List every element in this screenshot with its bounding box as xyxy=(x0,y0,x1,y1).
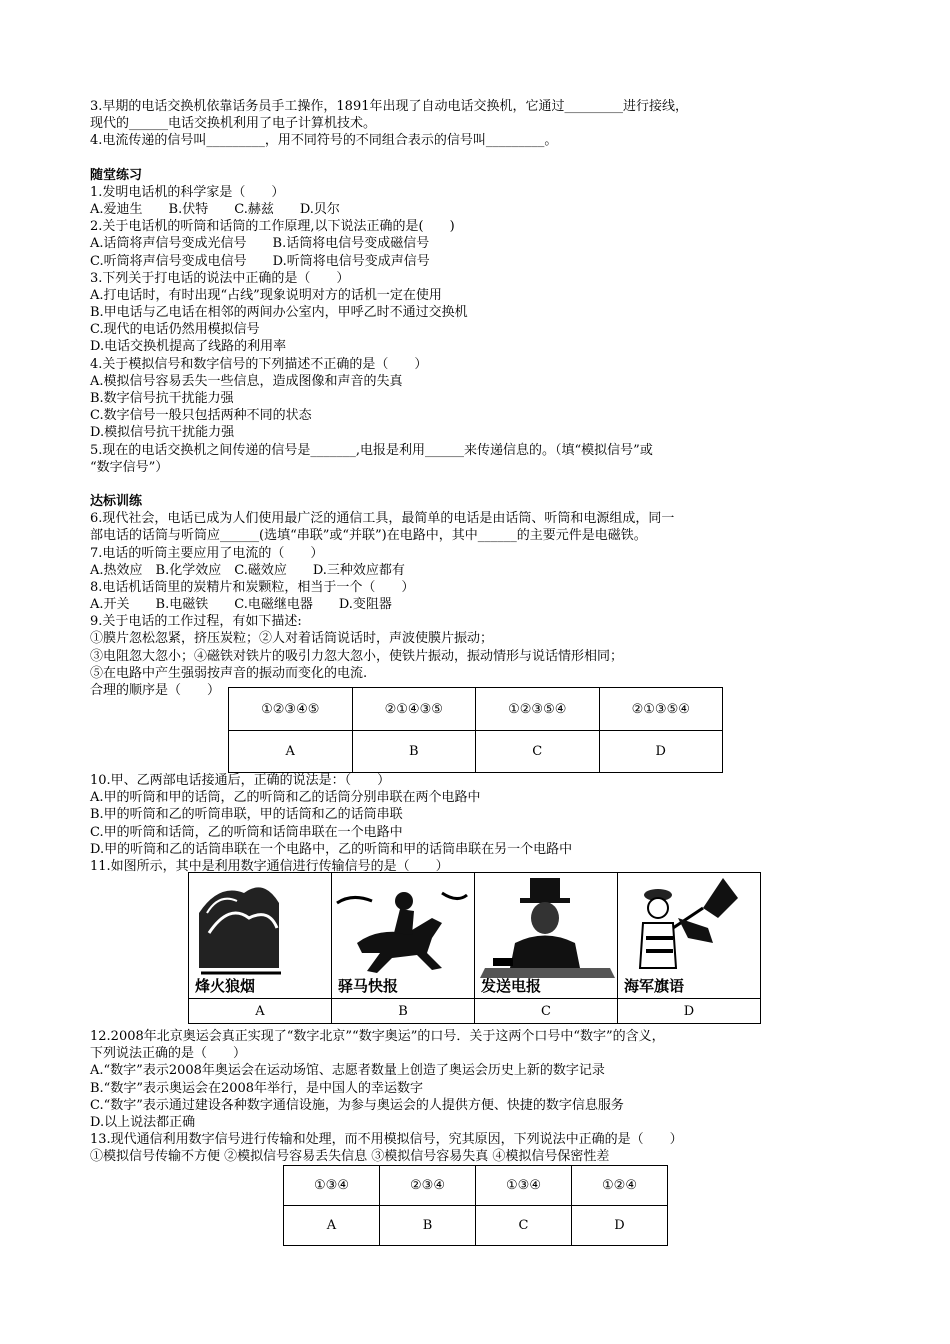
text-line: A.“数字”表示2008年奥运会在运动场馆、志愿者数量上创造了奥运会历史上新的数字记录 xyxy=(90,1063,605,1079)
q9-option-d: ②①③⑤④ xyxy=(599,688,723,731)
q11-picture-table xyxy=(188,872,761,1024)
text-line: B.“数字”表示奥运会在2008年举行，是中国人的幸运数字 xyxy=(90,1080,424,1096)
q9-letter-a: A xyxy=(229,731,353,773)
text-line: A.模拟信号容易丢失一些信息，造成图像和声音的失真 xyxy=(90,373,403,389)
q11-letter-b: B xyxy=(332,999,475,1024)
q13-option-b: ②③④ xyxy=(380,1166,476,1206)
q9-letter-b: B xyxy=(352,731,476,773)
q11-letter-d: D xyxy=(618,999,761,1024)
text-line: C.现代的电话仍然用模拟信号 xyxy=(90,322,260,338)
q11-letter-a: A xyxy=(189,999,332,1024)
q13-letter-b: B xyxy=(380,1206,476,1246)
q13-options-table xyxy=(283,1165,668,1246)
text-line: C.“数字”表示通过建设各种数字通信设施，为参与奥运会的人提供方便、快捷的数字信息服务 xyxy=(90,1097,624,1113)
q9-option-a: ①②③④⑤ xyxy=(229,688,353,731)
caption-naval-flag: 海军旗语 xyxy=(624,977,685,995)
text-line: 10.甲、乙两部电话接通后，正确的说法是：（ ） xyxy=(90,773,391,788)
text-line: B.数字信号抗干扰能力强 xyxy=(90,391,234,407)
practice-questions xyxy=(90,184,870,476)
text-line: A.开关 B.电磁铁 C.电磁继电器 D.变阻器 xyxy=(90,597,392,613)
text-line: C.甲的听筒和话筒，乙的听筒和话筒串联在一个电路中 xyxy=(90,824,403,840)
text-line: 4.关于模拟信号和数字信号的下列描述不正确的是（ ） xyxy=(90,356,428,372)
training-questions-12-13 xyxy=(90,1028,870,1166)
section-title-training: 达标训练 xyxy=(90,493,143,509)
training-questions-6-9 xyxy=(90,510,870,699)
telegraph-picture xyxy=(475,873,617,998)
naval-flag-picture xyxy=(618,873,760,998)
beacon-fire-picture xyxy=(189,873,331,998)
text-line: A.话筒将声信号变成光信号 B.话筒将电信号变成磁信号 xyxy=(90,236,430,252)
text-line: 2.关于电话机的听筒和话筒的工作原理,以下说法正确的是( ) xyxy=(90,219,455,235)
q9-options-table xyxy=(228,687,723,773)
text-line: “数字信号”） xyxy=(90,459,169,475)
q13-option-d: ①②④ xyxy=(572,1166,668,1206)
text-line: A.爱迪生 B.伏特 C.赫兹 D.贝尔 xyxy=(90,201,340,217)
q13-letter-c: C xyxy=(476,1206,572,1246)
text-line: 1.发明电话机的科学家是（ ） xyxy=(90,184,285,200)
q13-letter-a: A xyxy=(284,1206,380,1246)
q13-option-a: ①③④ xyxy=(284,1166,380,1206)
q9-option-c: ①②③⑤④ xyxy=(476,688,600,731)
text-line: ①模拟信号传输不方便 ②模拟信号容易丢失信息 ③模拟信号容易失真 ④模拟信号保密性差 xyxy=(90,1149,610,1165)
text-line: ⑤在电路中产生强弱按声音的振动而变化的电流. xyxy=(90,665,368,681)
text-line: D.甲的听筒和乙的话筒串联在一个电路中，乙的听筒和甲的话筒串联在另一个电路中 xyxy=(90,841,573,857)
worksheet xyxy=(90,98,870,699)
text-line: 现代的______电话交换机利用了电子计算机技术。 xyxy=(90,116,377,132)
text-line: 3.早期的电话交换机依靠话务员手工操作，1891年出现了自动电话交换机，它通过_________进行接线， xyxy=(90,99,688,114)
text-line: D.模拟信号抗干扰能力强 xyxy=(90,425,235,441)
text-line: C.听筒将声信号变成电信号 D.听筒将电信号变成声信号 xyxy=(90,253,430,269)
section-title-practice: 随堂练习 xyxy=(90,167,143,183)
q9-option-b: ②①④③⑤ xyxy=(352,688,476,731)
caption-beacon: 烽火狼烟 xyxy=(195,977,256,995)
q13-option-c: ①③④ xyxy=(476,1166,572,1206)
training-questions-10-11 xyxy=(90,772,870,875)
text-line: ①膜片忽松忽紧，挤压炭粒；②人对着话筒说话时，声波使膜片振动； xyxy=(90,631,494,647)
text-line: B.甲的听筒和乙的听筒串联，甲的话筒和乙的话筒串联 xyxy=(90,807,403,823)
caption-horse-courier: 驿马快报 xyxy=(338,977,399,995)
text-line: 13.现代通信利用数字信号进行传输和处理，而不用模拟信号，究其原因，下列说法中正确的是（ ） xyxy=(90,1132,683,1148)
text-line: 部电话的话筒与听筒应______(选填“串联”或“并联”)在电路中，其中______的主要元件是电磁铁。 xyxy=(90,528,647,544)
text-line: 9.关于电话的工作过程，有如下描述: xyxy=(90,614,302,630)
text-line: C.数字信号一般只包括两种不同的状态 xyxy=(90,408,312,424)
text-line: 12.2008年北京奥运会真正实现了“数字北京”“数字奥运”的口号．关于这两个口号中“数字”的含义， xyxy=(90,1029,665,1044)
text-line: 下列说法正确的是（ ） xyxy=(90,1046,247,1062)
text-line: 8.电话机话筒里的炭精片和炭颗粒，相当于一个（ ） xyxy=(90,579,415,595)
text-line: 4.电流传递的信号叫_________，用不同符号的不同组合表示的信号叫_________。 xyxy=(90,133,558,149)
text-line: A.打电话时，有时出现“占线”现象说明对方的话机一定在使用 xyxy=(90,287,442,303)
q9-letter-c: C xyxy=(476,731,600,773)
q13-letter-d: D xyxy=(572,1206,668,1246)
text-line: 6.现代社会，电话已成为人们使用最广泛的通信工具，最简单的电话是由话筒、听筒和电源组成，同一 xyxy=(90,511,675,527)
text-line: D.电话交换机提高了线路的利用率 xyxy=(90,339,287,355)
horse-courier-picture xyxy=(332,873,474,998)
text-line: ③电阻忽大忽小；④磁铁对铁片的吸引力忽大忽小，使铁片振动，振动情形与说话情形相同； xyxy=(90,648,624,664)
text-line: A.甲的听筒和甲的话筒，乙的听筒和乙的话筒分别串联在两个电路中 xyxy=(90,790,481,806)
q11-letter-c: C xyxy=(475,999,618,1024)
text-line: 11.如图所示，其中是利用数字通信进行传输信号的是（ ） xyxy=(90,858,449,874)
q9-letter-d: D xyxy=(599,731,723,773)
text-line: 3.下列关于打电话的说法中正确的是（ ） xyxy=(90,270,350,286)
text-line: B.甲电话与乙电话在相邻的两间办公室内，甲呼乙时不通过交换机 xyxy=(90,305,468,321)
caption-telegraph: 发送电报 xyxy=(481,977,542,995)
text-line: A.热效应 B.化学效应 C.磁效应 D.三种效应都有 xyxy=(90,562,405,578)
text-line: 合理的顺序是（ ） xyxy=(90,683,221,699)
intro-questions xyxy=(90,98,870,150)
text-line: D.以上说法都正确 xyxy=(90,1114,196,1130)
text-line: 7.电话的听筒主要应用了电流的（ ） xyxy=(90,545,324,561)
text-line: 5.现在的电话交换机之间传递的信号是_______,电报是利用______来传递信息的。（填“模拟信号”或 xyxy=(90,442,653,458)
